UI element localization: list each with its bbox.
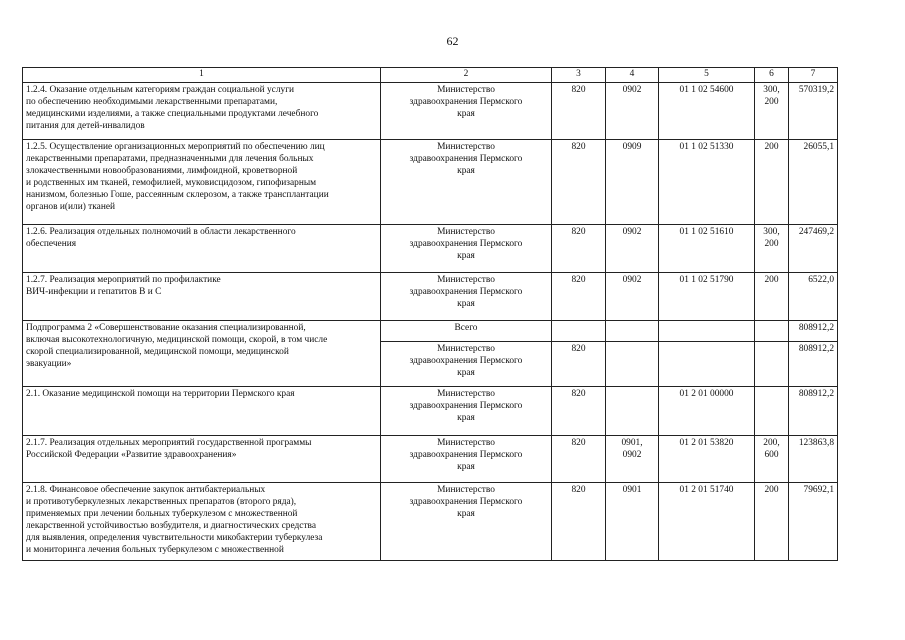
expense-type-cell — [755, 321, 789, 342]
table-row — [23, 436, 838, 483]
expense-type-cell: 300, 200 — [755, 225, 789, 273]
responsible-cell: Министерство здравоохранения Пермского края — [381, 225, 552, 273]
responsible-cell: Министерство здравоохранения Пермского края — [381, 436, 552, 483]
section-cell: 0902 — [606, 83, 659, 140]
page-number: 62 — [446, 34, 459, 48]
header-cell: 2 — [381, 68, 552, 83]
section-cell: 0902 — [606, 225, 659, 273]
section-cell — [606, 387, 659, 436]
section-cell: 0902 — [606, 273, 659, 321]
amount-cell: 6522,0 — [789, 273, 838, 321]
table-row — [23, 387, 838, 436]
target-article-cell: 01 1 02 51330 — [659, 140, 755, 225]
program-name-cell: Подпрограмма 2 «Совершенствование оказания специализированной, включая высокотехнологичную, медицинской помощи, скорой, в том числе скорой специализированной, медицинской помощи, медицинской эвакуации» — [23, 321, 381, 387]
section-cell: 0901, 0902 — [606, 436, 659, 483]
header-row — [23, 68, 838, 83]
program-name-cell: 1.2.4. Оказание отдельным категориям граждан социальной услуги по обеспечению необходимыми лекарственными препаратами, медицинскими изделиями, а также специальными продуктами лечебного питания для детей-инвалидов — [23, 83, 381, 140]
target-article-cell: 01 1 02 54600 — [659, 83, 755, 140]
grbs-cell: 820 — [552, 483, 606, 561]
section-cell — [606, 342, 659, 387]
table-row — [23, 83, 838, 140]
header-cell: 4 — [606, 68, 659, 83]
budget-table — [22, 67, 838, 561]
target-article-cell: 01 2 01 53820 — [659, 436, 755, 483]
grbs-cell — [552, 321, 606, 342]
expense-type-cell: 200 — [755, 140, 789, 225]
table-row — [23, 321, 838, 342]
program-name-cell: 2.1. Оказание медицинской помощи на территории Пермского края — [23, 387, 381, 436]
target-article-cell: 01 2 01 00000 — [659, 387, 755, 436]
table-row — [23, 225, 838, 273]
amount-cell: 26055,1 — [789, 140, 838, 225]
expense-type-cell: 200, 600 — [755, 436, 789, 483]
grbs-cell: 820 — [552, 140, 606, 225]
amount-cell: 247469,2 — [789, 225, 838, 273]
target-article-cell: 01 1 02 51610 — [659, 225, 755, 273]
target-article-cell: 01 2 01 51740 — [659, 483, 755, 561]
section-cell: 0909 — [606, 140, 659, 225]
header-cell: 5 — [659, 68, 755, 83]
program-name-cell: 1.2.7. Реализация мероприятий по профилактике ВИЧ-инфекции и гепатитов В и С — [23, 273, 381, 321]
expense-type-cell: 300, 200 — [755, 83, 789, 140]
responsible-cell: Министерство здравоохранения Пермского края — [381, 140, 552, 225]
amount-cell: 808912,2 — [789, 342, 838, 387]
header-cell: 3 — [552, 68, 606, 83]
header-cell: 7 — [789, 68, 838, 83]
grbs-cell: 820 — [552, 83, 606, 140]
expense-type-cell: 200 — [755, 273, 789, 321]
responsible-cell: Всего — [381, 321, 552, 342]
section-cell — [606, 321, 659, 342]
grbs-cell: 820 — [552, 387, 606, 436]
program-name-cell: 1.2.6. Реализация отдельных полномочий в области лекарственного обеспечения — [23, 225, 381, 273]
target-article-cell: 01 1 02 51790 — [659, 273, 755, 321]
expense-type-cell — [755, 342, 789, 387]
grbs-cell: 820 — [552, 342, 606, 387]
table-row — [23, 273, 838, 321]
amount-cell: 808912,2 — [789, 387, 838, 436]
grbs-cell: 820 — [552, 436, 606, 483]
amount-cell: 79692,1 — [789, 483, 838, 561]
target-article-cell — [659, 342, 755, 387]
header-cell: 6 — [755, 68, 789, 83]
amount-cell: 808912,2 — [789, 321, 838, 342]
target-article-cell — [659, 321, 755, 342]
program-name-cell: 1.2.5. Осуществление организационных мероприятий по обеспечению лиц лекарственными препаратами, предназначенными для лечения больных злокачественными новообразованиями, лимфоидной, кроветворной и родственных им тканей, гемофилией, муковисцидозом, гипофизарным нанизмом, болезнью Гоше, рассеянным склерозом, а также трансплантации органов и(или) тканей — [23, 140, 381, 225]
grbs-cell: 820 — [552, 273, 606, 321]
responsible-cell: Министерство здравоохранения Пермского края — [381, 273, 552, 321]
program-name-cell: 2.1.8. Финансовое обеспечение закупок антибактериальных и противотуберкулезных лекарственных препаратов (второго ряда), применяемых при лечении больных туберкулезом с множественной лекарственной устойчивостью возбудителя, и диагностических средства для выявления, определения чувствительности микобактерии туберкулеза и мониторинга лечения больных туберкулезом с множественной — [23, 483, 381, 561]
expense-type-cell — [755, 387, 789, 436]
expense-type-cell: 200 — [755, 483, 789, 561]
program-name-cell: 2.1.7. Реализация отдельных мероприятий государственной программы Российской Федерации «Развитие здравоохранения» — [23, 436, 381, 483]
responsible-cell: Министерство здравоохранения Пермского края — [381, 83, 552, 140]
section-cell: 0901 — [606, 483, 659, 561]
table-row — [23, 483, 838, 561]
grbs-cell: 820 — [552, 225, 606, 273]
amount-cell: 123863,8 — [789, 436, 838, 483]
responsible-cell: Министерство здравоохранения Пермского края — [381, 387, 552, 436]
amount-cell: 570319,2 — [789, 83, 838, 140]
header-cell: 1 — [23, 68, 381, 83]
responsible-cell: Министерство здравоохранения Пермского края — [381, 483, 552, 561]
responsible-cell: Министерство здравоохранения Пермского края — [381, 342, 552, 387]
table-row — [23, 140, 838, 225]
